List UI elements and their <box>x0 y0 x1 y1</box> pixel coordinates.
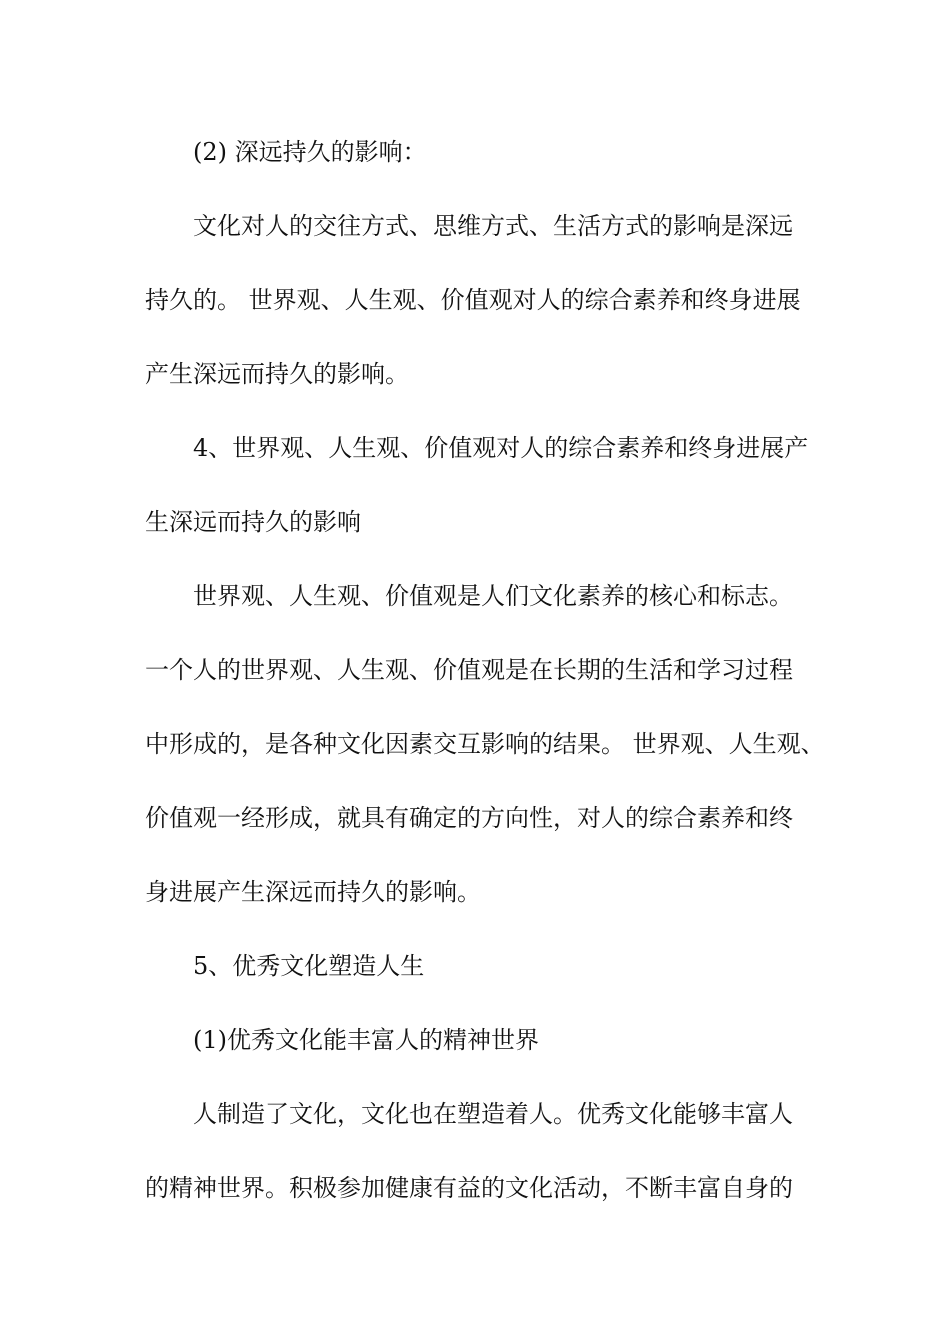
subheading-2: (2) 深远持久的影响： <box>193 138 427 166</box>
subheading-1: (1)优秀文化能丰富人的精神世界 <box>193 1026 539 1054</box>
section-heading-5: 5、优秀文化塑造人生 <box>193 952 425 980</box>
paragraph-line: 产生深远而持久的影响。 <box>145 360 409 388</box>
paragraph-line: 一个人的世界观、人生观、价值观是在长期的生活和学习过程 <box>145 656 793 684</box>
paragraph-line: 中形成的，是各种文化因素交互影响的结果。 世界观、人生观、 <box>145 730 825 758</box>
section-heading-4-cont: 生深远而持久的影响 <box>145 508 361 536</box>
paragraph-line: 的精神世界。积极参加健康有益的文化活动，不断丰富自身的 <box>145 1174 793 1202</box>
paragraph-line: 人制造了文化，文化也在塑造着人。优秀文化能够丰富人 <box>193 1100 793 1128</box>
paragraph-line: 身进展产生深远而持久的影响。 <box>145 878 481 906</box>
section-heading-4: 4、世界观、人生观、价值观对人的综合素养和终身进展产 <box>193 434 809 462</box>
paragraph-line: 世界观、人生观、价值观是人们文化素养的核心和标志。 <box>193 582 793 610</box>
paragraph-line: 文化对人的交往方式、思维方式、生活方式的影响是深远 <box>193 212 793 240</box>
paragraph-line: 持久的。 世界观、人生观、价值观对人的综合素养和终身进展 <box>145 286 801 314</box>
paragraph-line: 价值观一经形成，就具有确定的方向性，对人的综合素养和终 <box>145 804 793 832</box>
